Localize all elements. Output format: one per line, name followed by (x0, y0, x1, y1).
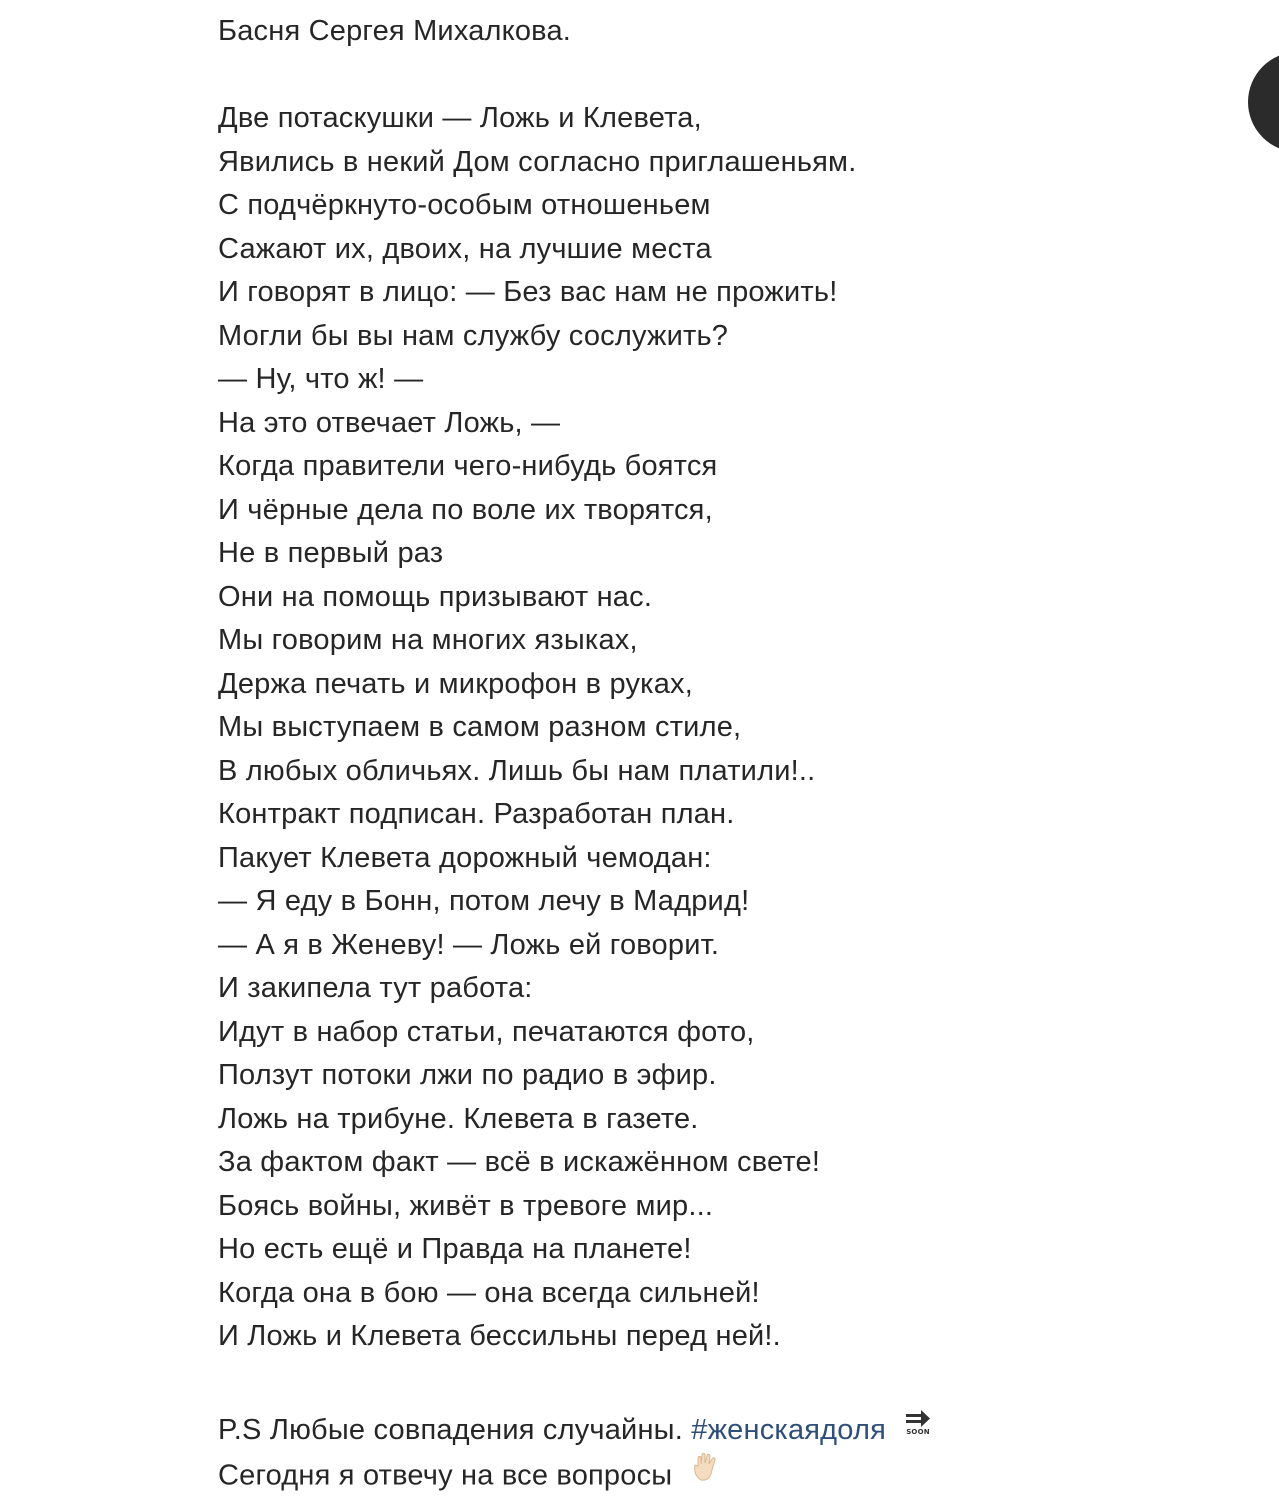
poem-line: Они на помощь призывают нас. (218, 580, 653, 613)
poem-line: И Ложь и Клевета бессильны перед ней!. (218, 1320, 781, 1352)
ps-line (218, 1409, 1198, 1453)
poem-line: Когда она в бою — она всегда сильней! (218, 1276, 760, 1309)
waving-hand-icon (689, 1450, 725, 1500)
poem-line: Ползут потоки лжи по радио в эфир. (218, 1059, 717, 1091)
poem-line: — Ну, что ж! — (218, 363, 424, 395)
poem-line: И говорят в лицо: — Без вас нам не прожить! (218, 276, 838, 308)
poem-line: Не в первый раз (218, 537, 444, 569)
poem-line: Но есть ещё и Правда на планете! (218, 1233, 692, 1265)
side-tab[interactable] (1248, 52, 1279, 152)
poem-line: — А я в Женеву! — Ложь ей говорит. (218, 928, 720, 961)
poem-line: — Я еду в Бонн, потом лечу в Мадрид! (218, 885, 750, 917)
poem-line: Явились в некий Дом согласно приглашеньям. (218, 145, 857, 178)
ps-text: P.S Любые совпадения случайны. (218, 1413, 683, 1446)
spacer (218, 1359, 1198, 1409)
poem-line: Сажают их, двоих, на лучшие места (218, 232, 712, 265)
poem-line: Ложь на трибуне. Клевета в газете. (218, 1102, 699, 1135)
poem-line: В любых обличьях. Лишь бы нам платили!.. (218, 754, 816, 787)
poem-line: Боясь войны, живёт в тревоге мир... (218, 1189, 714, 1222)
soon-arrow-icon (904, 1405, 932, 1449)
poem-line: Когда правители чего-нибудь боятся (218, 450, 718, 482)
hashtag-link[interactable]: #женскаядоля (691, 1413, 887, 1446)
poem-line: Две потаскушки — Ложь и Клевета, (218, 102, 702, 134)
poem-line: На это отвечает Ложь, — (218, 406, 561, 439)
poem-line: Держа печать и микрофон в руках, (218, 667, 693, 700)
poem-line: Мы говорим на многих языках, (218, 624, 638, 656)
poem-line: Пакует Клевета дорожный чемодан: (218, 841, 712, 874)
soon-label: SOON (906, 1428, 931, 1436)
poem-line: С подчёркнуто-особым отношеньем (218, 189, 711, 221)
spacer (218, 54, 1198, 98)
post-title: Басня Сергея Михалкова. (218, 15, 572, 47)
poem-line: Контракт подписан. Разработан план. (218, 798, 735, 830)
poem-line: Мы выступаем в самом разном стиле, (218, 711, 742, 743)
poem-line: Могли бы вы нам службу сослужить? (218, 319, 729, 352)
poem-line: И чёрные дела по воле их творятся, (218, 493, 713, 526)
post-caption (218, 10, 1198, 1496)
closing-text: Сегодня я отвечу на все вопросы (218, 1459, 673, 1492)
poem-line: За фактом факт — всё в искажённом свете! (218, 1146, 821, 1178)
poem-line: Идут в набор статьи, печатаются фото, (218, 1015, 755, 1048)
poem-line: И закипела тут работа: (218, 972, 533, 1004)
closing-line (218, 1452, 1198, 1496)
